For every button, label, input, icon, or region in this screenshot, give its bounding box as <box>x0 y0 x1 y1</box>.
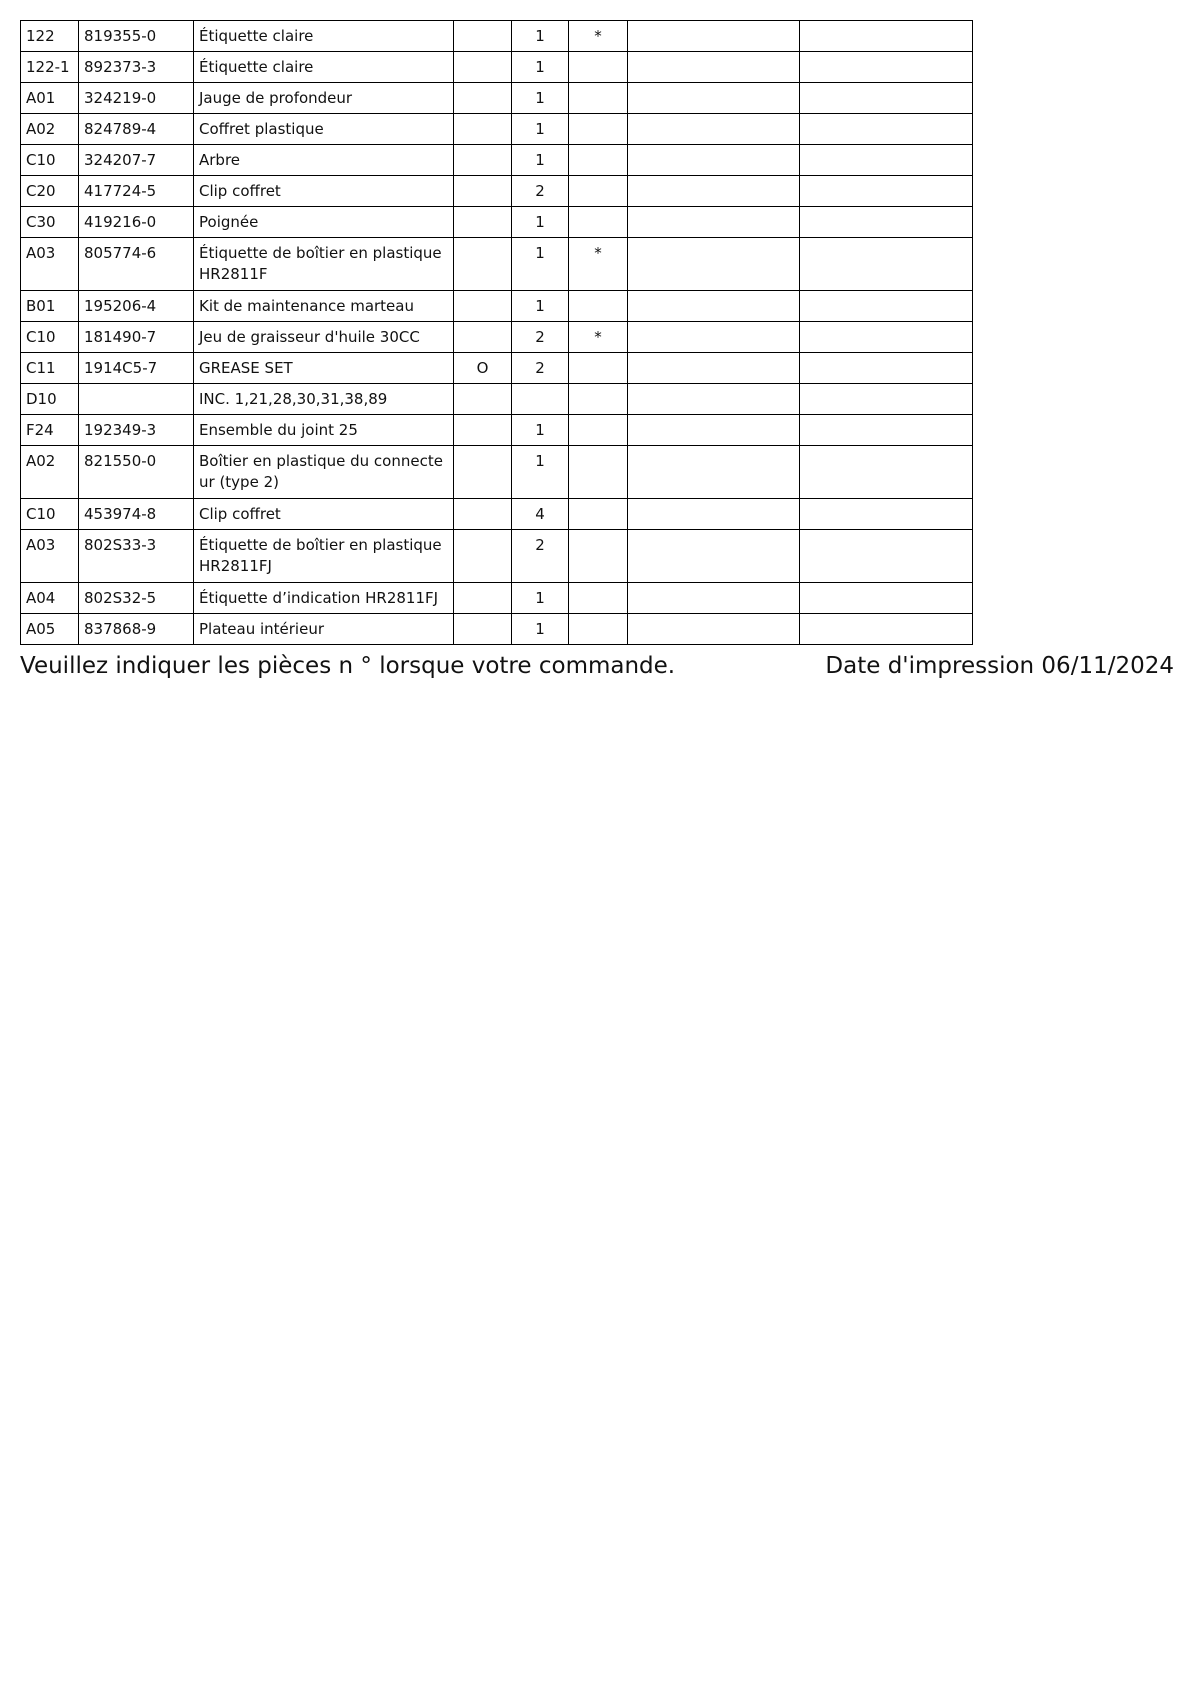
part-number-cell: 192349-3 <box>79 415 194 446</box>
description-cell: Poignée <box>194 207 454 238</box>
quantity-cell: 1 <box>512 83 569 114</box>
blank-cell <box>628 583 800 614</box>
ref-cell: D10 <box>21 384 79 415</box>
table-row <box>21 83 973 114</box>
blank-cell <box>800 83 973 114</box>
ref-cell: C10 <box>21 499 79 530</box>
blank-cell <box>800 145 973 176</box>
note-cell <box>569 207 628 238</box>
part-number-cell: 802S32-5 <box>79 583 194 614</box>
ref-cell: C30 <box>21 207 79 238</box>
part-number-cell: 824789-4 <box>79 114 194 145</box>
blank-cell <box>800 238 973 291</box>
quantity-cell: 2 <box>512 530 569 583</box>
blank-cell <box>628 238 800 291</box>
ref-cell: C10 <box>21 322 79 353</box>
blank-cell <box>628 499 800 530</box>
quantity-cell: 1 <box>512 291 569 322</box>
blank-cell <box>628 207 800 238</box>
description-cell: Étiquette d’indication HR2811FJ <box>194 583 454 614</box>
note-cell <box>569 614 628 645</box>
quantity-cell: 2 <box>512 176 569 207</box>
table-row <box>21 446 973 499</box>
part-number-cell: 417724-5 <box>79 176 194 207</box>
blank-cell <box>800 583 973 614</box>
ref-cell: C11 <box>21 353 79 384</box>
quantity-cell: 2 <box>512 322 569 353</box>
note-cell: * <box>569 238 628 291</box>
note-cell <box>569 52 628 83</box>
description-cell: Jauge de profondeur <box>194 83 454 114</box>
option-cell <box>454 83 512 114</box>
ref-cell: A01 <box>21 83 79 114</box>
blank-cell <box>628 176 800 207</box>
blank-cell <box>628 322 800 353</box>
table-row <box>21 415 973 446</box>
part-number-cell: 821550-0 <box>79 446 194 499</box>
description-cell: Coffret plastique <box>194 114 454 145</box>
quantity-cell: 1 <box>512 207 569 238</box>
table-row <box>21 238 973 291</box>
part-number-cell: 419216-0 <box>79 207 194 238</box>
blank-cell <box>628 114 800 145</box>
part-number-cell: 892373-3 <box>79 52 194 83</box>
description-cell: Arbre <box>194 145 454 176</box>
table-row <box>21 114 973 145</box>
note-cell <box>569 415 628 446</box>
table-row <box>21 176 973 207</box>
table-row <box>21 499 973 530</box>
quantity-cell: 1 <box>512 415 569 446</box>
quantity-cell: 1 <box>512 583 569 614</box>
option-cell <box>454 415 512 446</box>
blank-cell <box>628 614 800 645</box>
note-cell: * <box>569 21 628 52</box>
table-row <box>21 52 973 83</box>
option-cell <box>454 52 512 83</box>
print-date: Date d'impression 06/11/2024 <box>825 653 1174 679</box>
blank-cell <box>800 614 973 645</box>
option-cell <box>454 322 512 353</box>
description-cell: INC. 1,21,28,30,31,38,89 <box>194 384 454 415</box>
quantity-cell: 1 <box>512 238 569 291</box>
blank-cell <box>800 207 973 238</box>
option-cell <box>454 238 512 291</box>
note-cell <box>569 114 628 145</box>
blank-cell <box>800 291 973 322</box>
part-number-cell <box>79 384 194 415</box>
table-row <box>21 21 973 52</box>
part-number-cell: 181490-7 <box>79 322 194 353</box>
blank-cell <box>800 21 973 52</box>
table-row <box>21 614 973 645</box>
quantity-cell: 1 <box>512 52 569 83</box>
table-row <box>21 353 973 384</box>
ref-cell: B01 <box>21 291 79 322</box>
option-cell <box>454 145 512 176</box>
quantity-cell: 1 <box>512 21 569 52</box>
description-cell: Étiquette claire <box>194 21 454 52</box>
table-row <box>21 322 973 353</box>
option-cell <box>454 446 512 499</box>
ref-cell: 122-1 <box>21 52 79 83</box>
description-cell: Clip coffret <box>194 176 454 207</box>
ref-cell: F24 <box>21 415 79 446</box>
option-cell <box>454 21 512 52</box>
blank-cell <box>628 52 800 83</box>
quantity-cell: 1 <box>512 614 569 645</box>
part-number-cell: 1914C5-7 <box>79 353 194 384</box>
blank-cell <box>628 83 800 114</box>
quantity-cell: 4 <box>512 499 569 530</box>
blank-cell <box>628 530 800 583</box>
part-number-cell: 819355-0 <box>79 21 194 52</box>
quantity-cell: 1 <box>512 145 569 176</box>
option-cell <box>454 291 512 322</box>
part-number-cell: 805774-6 <box>79 238 194 291</box>
part-number-cell: 195206-4 <box>79 291 194 322</box>
option-cell <box>454 207 512 238</box>
option-cell <box>454 114 512 145</box>
quantity-cell: 2 <box>512 353 569 384</box>
blank-cell <box>628 145 800 176</box>
option-cell <box>454 176 512 207</box>
parts-table-body <box>21 21 973 645</box>
blank-cell <box>800 446 973 499</box>
description-cell: Clip coffret <box>194 499 454 530</box>
table-row <box>21 530 973 583</box>
table-row <box>21 291 973 322</box>
part-number-cell: 837868-9 <box>79 614 194 645</box>
blank-cell <box>628 415 800 446</box>
option-cell <box>454 384 512 415</box>
ref-cell: 122 <box>21 21 79 52</box>
description-cell: Ensemble du joint 25 <box>194 415 454 446</box>
quantity-cell: 1 <box>512 114 569 145</box>
description-cell: GREASE SET <box>194 353 454 384</box>
blank-cell <box>628 353 800 384</box>
note-cell <box>569 176 628 207</box>
description-cell: Kit de maintenance marteau <box>194 291 454 322</box>
ref-cell: A03 <box>21 530 79 583</box>
blank-cell <box>800 384 973 415</box>
blank-cell <box>800 52 973 83</box>
description-cell: Étiquette de boîtier en plastique HR2811FJ <box>194 530 454 583</box>
option-cell <box>454 614 512 645</box>
note-cell <box>569 384 628 415</box>
table-row <box>21 583 973 614</box>
blank-cell <box>800 176 973 207</box>
option-cell <box>454 530 512 583</box>
description-cell: Étiquette de boîtier en plastique HR2811F <box>194 238 454 291</box>
part-number-cell: 324207-7 <box>79 145 194 176</box>
blank-cell <box>800 353 973 384</box>
note-cell <box>569 499 628 530</box>
order-instruction-note: Veuillez indiquer les pièces n ° lorsque votre commande. <box>20 653 676 679</box>
ref-cell: A02 <box>21 114 79 145</box>
blank-cell <box>628 21 800 52</box>
parts-table <box>20 20 973 645</box>
description-cell: Boîtier en plastique du connecte ur (type 2) <box>194 446 454 499</box>
quantity-cell: 1 <box>512 446 569 499</box>
blank-cell <box>628 384 800 415</box>
description-cell: Étiquette claire <box>194 52 454 83</box>
note-cell <box>569 353 628 384</box>
ref-cell: A04 <box>21 583 79 614</box>
option-cell: O <box>454 353 512 384</box>
blank-cell <box>800 415 973 446</box>
quantity-cell <box>512 384 569 415</box>
note-cell <box>569 446 628 499</box>
description-cell: Plateau intérieur <box>194 614 454 645</box>
part-number-cell: 453974-8 <box>79 499 194 530</box>
note-cell <box>569 291 628 322</box>
option-cell <box>454 499 512 530</box>
table-row <box>21 384 973 415</box>
ref-cell: A03 <box>21 238 79 291</box>
blank-cell <box>800 499 973 530</box>
ref-cell: C20 <box>21 176 79 207</box>
note-cell <box>569 530 628 583</box>
blank-cell <box>800 322 973 353</box>
ref-cell: C10 <box>21 145 79 176</box>
table-row <box>21 145 973 176</box>
ref-cell: A02 <box>21 446 79 499</box>
blank-cell <box>628 446 800 499</box>
part-number-cell: 802S33-3 <box>79 530 194 583</box>
note-cell <box>569 583 628 614</box>
option-cell <box>454 583 512 614</box>
blank-cell <box>800 530 973 583</box>
note-cell <box>569 83 628 114</box>
table-row <box>21 207 973 238</box>
description-cell: Jeu de graisseur d'huile 30CC <box>194 322 454 353</box>
blank-cell <box>628 291 800 322</box>
part-number-cell: 324219-0 <box>79 83 194 114</box>
note-cell: * <box>569 322 628 353</box>
blank-cell <box>800 114 973 145</box>
ref-cell: A05 <box>21 614 79 645</box>
note-cell <box>569 145 628 176</box>
